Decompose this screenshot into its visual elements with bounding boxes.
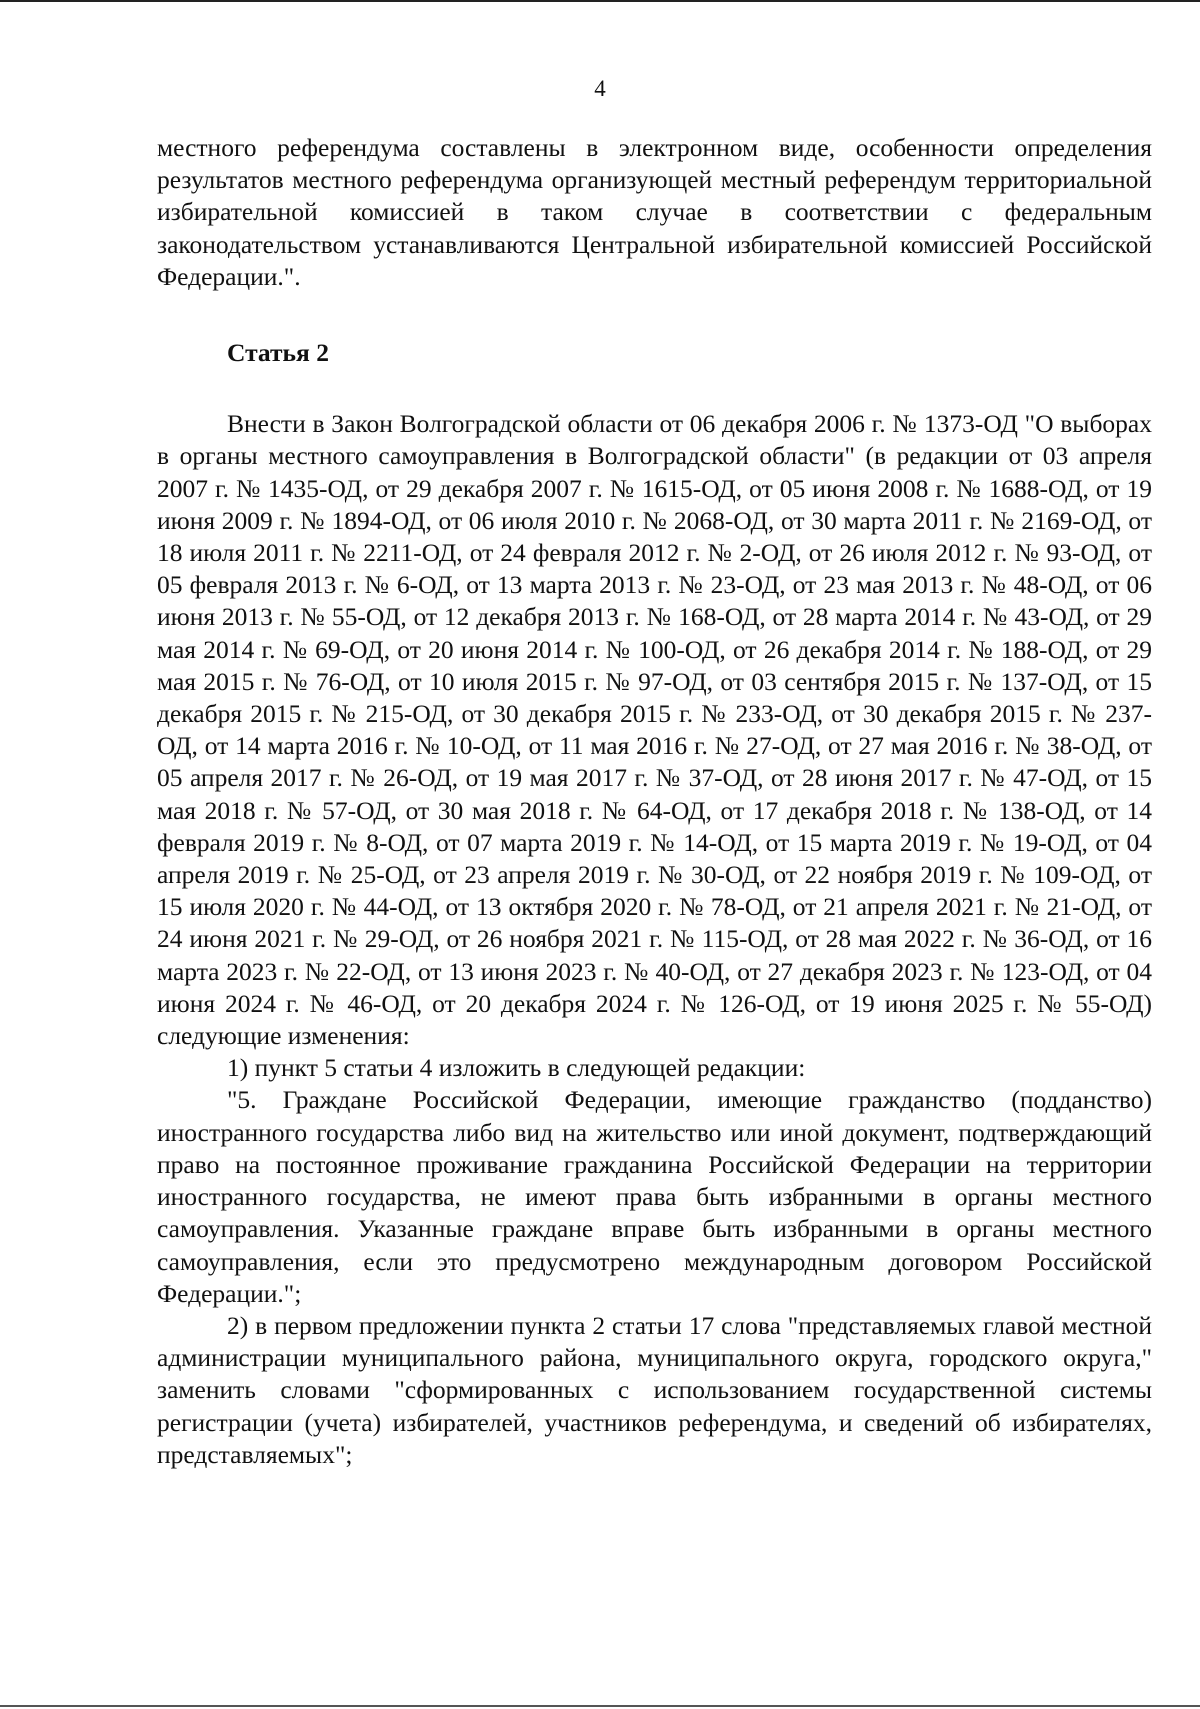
page-number: 4 xyxy=(594,76,606,101)
document-body xyxy=(157,132,1152,1471)
article-heading: Статья 2 xyxy=(227,338,329,368)
scan-bottom-edge xyxy=(0,1705,1200,1707)
amendment-item-1-quote: "5. Граждане Российской Федерации, имеющие гражданство (подданство) иностранного государства либо вид на жительство или иной документ, подтверждающий право на постоянное проживание гражданина Российской Федерации на территории иностранного государства, не имеют права быть избранными в органы местного самоуправления. Указанные граждане вправе быть избранными в органы местного самоуправления, если это предусмотрено международным договором Российской Федерации."; xyxy=(157,1085,1152,1308)
article-intro-paragraph: Внести в Закон Волгоградской области от 06 декабря 2006 г. № 1373-ОД "О выборах в органы местного самоуправления в Волгоградской области" (в редакции от 03 апреля 2007 г. № 1435-ОД, от 29 декабря 2007 г. № 1615-ОД, от 05 июня 2008 г. № 1688-ОД, от 19 июня 2009 г. № 1894-ОД, от 06 июля 2010 г. № 2068-ОД, от 30 марта 2011 г. № 2169-ОД, от 18 июля 2011 г. № 2211-ОД, от 24 февраля 2012 г. № 2-ОД, от 26 июля 2012 г. № 93-ОД, от 05 февраля 2013 г. № 6-ОД, от 13 марта 2013 г. № 23-ОД, от 23 мая 2013 г. № 48-ОД, от 06 июня 2013 г. № 55-ОД, от 12 декабря 2013 г. № 168-ОД, от 28 марта 2014 г. № 43-ОД, от 29 мая 2014 г. № 69-ОД, от 20 июня 2014 г. № 100-ОД, от 26 декабря 2014 г. № 188-ОД, от 29 мая 2015 г. № 76-ОД, от 10 июля 2015 г. № 97-ОД, от 03 сентября 2015 г. № 137-ОД, от 15 декабря 2015 г. № 215-ОД, от 30 декабря 2015 г. № 233-ОД, от 30 декабря 2015 г. № 237-ОД, от 14 марта 2016 г. № 10-ОД, от 11 мая 2016 г. № 27-ОД, от 27 мая 2016 г. № 38-ОД, от 05 апреля 2017 г. № 26-ОД, от 19 мая 2017 г. № 37-ОД, от 28 июня 2017 г. № 47-ОД, от 15 мая 2018 г. № 57-ОД, от 30 мая 2018 г. № 64-ОД, от 17 декабря 2018 г. № 138-ОД, от 14 февраля 2019 г. № 8-ОД, от 07 марта 2019 г. № 14-ОД, от 15 марта 2019 г. № 19-ОД, от 04 апреля 2019 г. № 25-ОД, от 23 апреля 2019 г. № 30-ОД, от 22 ноября 2019 г. № 109-ОД, от 15 июля 2020 г. № 44-ОД, от 13 октября 2020 г. № 78-ОД, от 21 апреля 2021 г. № 21-ОД, от 24 июня 2021 г. № 29-ОД, от 26 ноября 2021 г. № 115-ОД, от 28 мая 2022 г. № 36-ОД, от 16 марта 2023 г. № 22-ОД, от 13 июня 2023 г. № 40-ОД, от 27 декабря 2023 г. № 123-ОД, от 04 июня 2024 г. № 46-ОД, от 20 декабря 2024 г. № 126-ОД, от 19 июня 2025 г. № 55-ОД) следующие изменения: xyxy=(157,409,1152,1051)
amendment-item-1: 1) пункт 5 статьи 4 изложить в следующей редакции: xyxy=(227,1053,806,1083)
continuation-paragraph: местного референдума составлены в электронном виде, особенности определения результатов местного референдума организующей местный референдум территориальной избирательной комиссией в таком случае в соответствии с федеральным законодательством устанавливаются Центральной избирательной комиссией Российской Федерации.". xyxy=(157,133,1152,291)
scan-top-edge xyxy=(0,0,1200,2)
amendment-item-2: 2) в первом предложении пункта 2 статьи 17 слова "представляемых главой местной администрации муниципального района, муниципального округа, городского округа," заменить словами "сформированных с использованием государственной системы регистрации (учета) избирателей, участников референдума, и сведений об избирателях, представляемых"; xyxy=(157,1310,1152,1469)
